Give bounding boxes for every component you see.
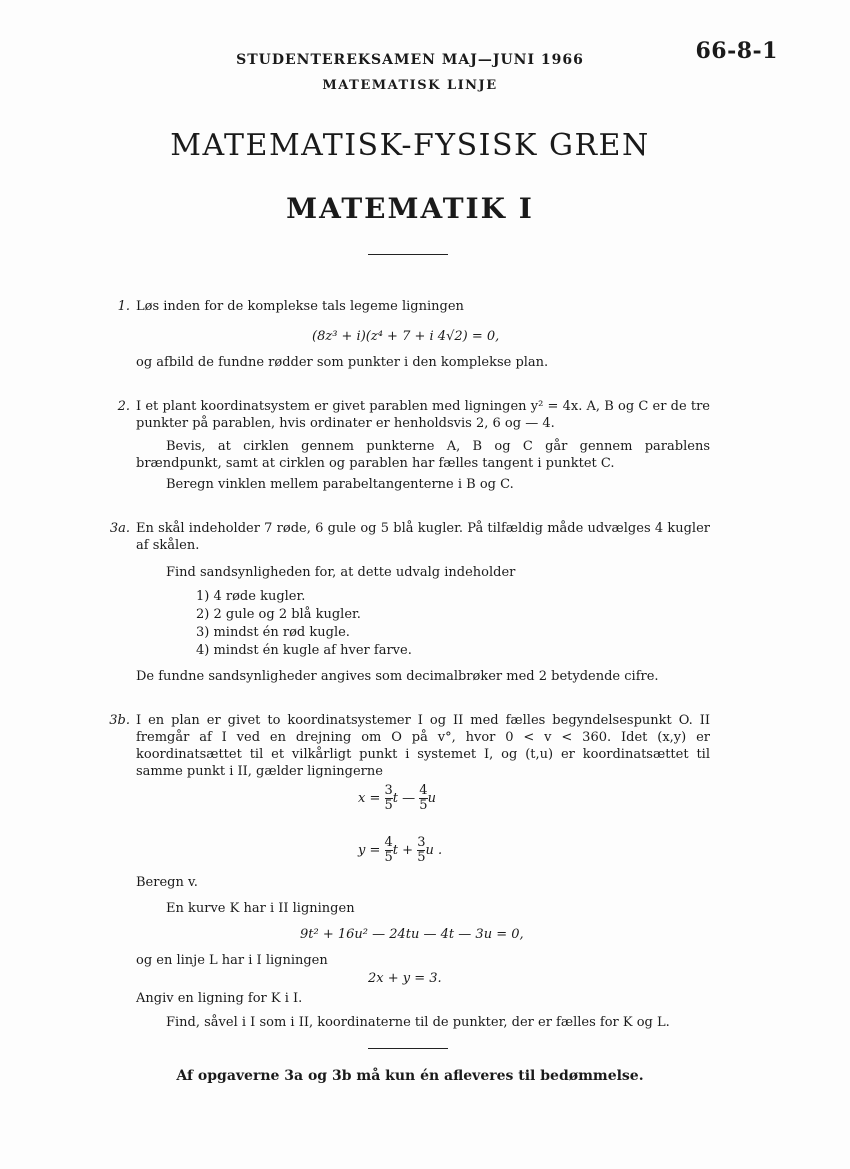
equation-lhs: x =: [358, 791, 381, 806]
branch-title: MATEMATISK-FYSISK GREN: [170, 128, 650, 163]
fraction: [385, 836, 393, 865]
numerator: 3: [384, 783, 393, 798]
equation: (8z³ + i)(z⁴ + 7 + i 4√2) = 0,: [312, 329, 500, 344]
problem-text: I et plant koordinatsystem er givet parablen med ligningen y² = 4x. A, B og C er de tre punkter på parablen, hvis ordinater er henholdsvis 2, 6 og — 4.: [136, 399, 710, 431]
list-item: 3) mindst én rød kugle.: [196, 625, 350, 640]
equation-x: [358, 784, 436, 813]
problem-text: og en linje L har i I ligningen: [136, 953, 328, 968]
list-item: 2) 2 gule og 2 blå kugler.: [196, 607, 361, 622]
line-heading: MATEMATISK LINJE: [322, 78, 498, 93]
document-code: 66-8-1: [695, 38, 778, 64]
divider-top: [368, 254, 448, 255]
numerator: 4: [384, 835, 393, 850]
subject-title: MATEMATIK I: [286, 192, 534, 225]
list-item: 4) mindst én kugle af hver farve.: [196, 643, 412, 658]
problem-text: Løs inden for de komplekse tals legeme ligningen: [136, 299, 464, 314]
exam-heading: STUDENTEREKSAMEN MAJ—JUNI 1966: [236, 52, 584, 68]
problem-text: I en plan er givet to koordinatsystemer I og II med fælles begyndelsespunkt O. II fremgår af I ved en drejning om O på v°, hvor 0 < v < 360. Idet (x,y) er koordinatsættet til et vilkårligt punkt i systemet I, og (t,u) er koordinatsættet til samme punkt i II, gælder ligningerne: [136, 713, 710, 779]
problem-number: 3a.: [109, 521, 130, 536]
denominator: 5: [417, 850, 426, 865]
equation-mid: t +: [392, 843, 414, 858]
problem-number: 2.: [117, 399, 130, 414]
fraction: [419, 784, 427, 813]
problem-text: Find, såvel i I som i II, koordinaterne til de punkter, der er fælles for K og L.: [166, 1015, 670, 1030]
numerator: 4: [419, 783, 428, 798]
problem-text: Beregn v.: [136, 875, 198, 890]
problem-text: En kurve K har i II ligningen: [166, 901, 355, 916]
fraction: [385, 784, 393, 813]
problem-number: 3b.: [109, 713, 130, 728]
equation-end: u: [427, 791, 436, 806]
problem-text: De fundne sandsynligheder angives som decimalbrøker med 2 betydende cifre.: [136, 669, 659, 684]
problem-text: Find sandsynligheden for, at dette udvalg indeholder: [166, 565, 516, 580]
equation-line: 2x + y = 3.: [368, 971, 442, 986]
problem-text: Beregn vinklen mellem parabeltangenterne i B og C.: [166, 477, 514, 492]
equation-mid: t —: [392, 791, 416, 806]
problem-text: Angiv en ligning for K i I.: [136, 991, 303, 1006]
numerator: 3: [417, 835, 426, 850]
equation-end: u .: [425, 843, 443, 858]
problem-number: 1.: [117, 299, 130, 314]
divider-bottom: [368, 1048, 448, 1049]
denominator: 5: [384, 798, 393, 813]
problem-text: Bevis, at cirklen gennem punkterne A, B og C går gennem parablens brændpunkt, samt at cirklen og parablen har fælles tangent i punktet C.: [136, 439, 710, 471]
problem-text: En skål indeholder 7 røde, 6 gule og 5 blå kugler. På tilfældig måde udvælges 4 kugler af skålen.: [136, 521, 710, 553]
list-item: 1) 4 røde kugler.: [196, 589, 306, 604]
denominator: 5: [384, 850, 393, 865]
denominator: 5: [419, 798, 428, 813]
problem-text: og afbild de fundne rødder som punkter i den komplekse plan.: [136, 355, 549, 370]
equation-curve: 9t² + 16u² — 24tu — 4t — 3u = 0,: [300, 927, 524, 942]
footer-note: Af opgaverne 3a og 3b må kun én afleveres til bedømmelse.: [176, 1068, 644, 1084]
equation-y: [358, 836, 442, 865]
equation-lhs: y =: [358, 843, 381, 858]
